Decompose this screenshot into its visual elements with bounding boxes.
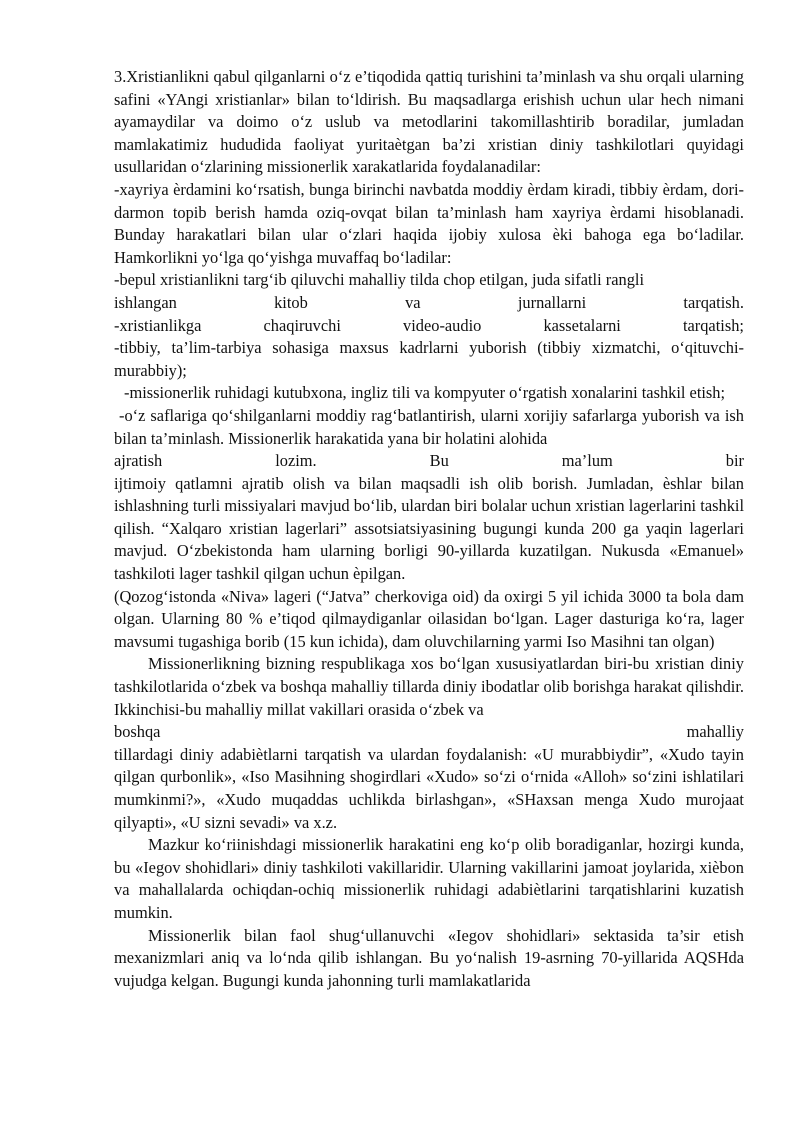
paragraph-charity: -xayriya èrdamini ko‘rsatish, bunga birinchi navbatda moddiy èrdam kiradi, tibbiy èrdam, dori-darmon topib berish hamda oziq-ovqat bilan ta’minlash ham xayriya èrdami hisoblanadi. Bunday harakatlari bilan ular o‘zlari haqida ijobiy xulosa èki bahoga ega bo‘ladilar. Hamkorlikni yo‘lga qo‘yishga muvaffaq bo‘ladilar: [114,179,744,267]
paragraph-youth-camps: ijtimoiy qatlamni ajratib olish va bilan maqsadli ish olib borish. Jumladan, èshlar bilan ishlashning turli missiyalari mavjud bo‘lib, ulardan biri bolalar uchun xristian lagerlarini tashkil qilish. “Xalqaro xristian lagerlari” assotsiatsiyasining bugungi kunda 200 ga yaqin lagerlari mavjud. O‘zbekistonda ham ularning borligi 90-yillarda kuzatilgan. Nukusda «Emanuel» tashkiloti lager tashkil qilgan uchun èpilgan. [114,473,744,584]
document-page [114,66,744,992]
paragraph-library: -missionerlik ruhidagi kutubxona, ingliz tili va kompyuter o‘rgatish xonalarini tashkil etish; [124,383,726,403]
paragraph-jehovah-witnesses: Mazkur ko‘riinishdagi missionerlik harakatini eng ko‘p olib boradiganlar, hozirgi kunda, bu «Iegov shohidlari» diniy tashkiloti vakillaridir. Ularning vakillarini jamoat joylarida, xièbon va mahallalarda ochiqdan-ochiq missionerlik ruhidagi adabiètlarini tarqatishlarini kuzatish mumkin. [114,835,744,922]
paragraph-literature-titles: tillardagi diniy adabiètlarni tarqatish va ulardan foydalanish: «U murabbiydir”, «Xudo tayin qilgan qurbonlik», «Iso Masihning shogirdlari «Xudo» so‘zi o‘rnida «Alloh» so‘zini ishlatilari mumkinmi?», «Xudo muqaddas uchlikda birlashgan», «SHaxsan menga Xudo murojaat qilyapti», «U sizni sevadi» va x.z. [114,744,744,832]
paragraph-local-languages: Missionerlikning bizning respublikaga xos bo‘lgan xususiyatlardan biri-bu xristian diniy tashkilotlarida o‘zbek va boshqa mahalliy tillarda diniy ibodatlar olib borishga harakat qilishdir. Ikkinchisi-bu mahalliy millat vakillari orasida o‘zbek va [114,654,744,719]
paragraph-incentives: -o‘z saflariga qo‘shilganlarni moddiy rag‘batlantirish, ularni xorijiy safarlarga yuborish va ish bilan ta’minlash. Missionerlik harakatida yana bir holatini alohida [114,405,744,448]
paragraph-video-audio: -xristianlikga chaqiruvchi video-audio kassetalarni tarqatish; [114,315,744,335]
paragraph-medical-staff: -tibbiy, ta’lim-tarbiya sohasiga maxsus kadrlarni yuborish (tibbiy xizmatchi, o‘qituvchi-murabbiy); [114,338,744,380]
paragraph-free-literature-cont: ishlangan kitob va jurnallarni tarqatish. [114,292,744,312]
paragraph-sect-mechanisms: Missionerlik bilan faol shug‘ullanuvchi «Iegov shohidlari» sektasida ta’sir etish mexanizmlari aniq va lo‘nda qilib ishlangan. Bu yo‘nalish 19-asrning 70-yillarida AQSHda vujudga kelgan. Bugungi kunda jahonning turli mamlakatlarida [114,925,744,990]
paragraph-goal-3: 3.Xristianlikni qabul qilganlarni o‘z e’tiqodida qattiq turishini ta’minlash va shu orqali ularning safini «YAngi xristianlar» bilan to‘ldirish. Bu maqsadlarga erishish uchun ular hech nimani ayamaydilar va doimo o‘z uslub va metodlarini takomillashtirib boradilar, jumladan mamlakatimiz hududida faoliyat yuritaètgan ba’zi xristian diniy tashkilotlari quyidagi usullaridan o‘zlarining missionerlik xarakatlarida foydalanadilar: [114,67,744,177]
paragraph-free-literature: -bepul xristianlikni targ‘ib qiluvchi mahalliy tilda chop etilgan, juda sifatli rangli [114,270,644,290]
paragraph-incentives-cont: ajratish lozim. Bu ma’lum bir [114,451,744,471]
paragraph-local-languages-cont: boshqa mahalliy [114,722,744,742]
paragraph-niva-camp: (Qozog‘istonda «Niva» lageri (“Jatva” cherkoviga oid) da oxirgi 5 yil ichida 3000 ta bola dam olgan. Ularning 80 % e’tiqod qilmaydiganlar oilasidan bo‘lgan. Lager dasturiga ko‘ra, lager mavsumi tugashiga borib (15 kun ichida), dam oluvchilarning yarmi Iso Masihni tan olgan) [114,586,744,651]
